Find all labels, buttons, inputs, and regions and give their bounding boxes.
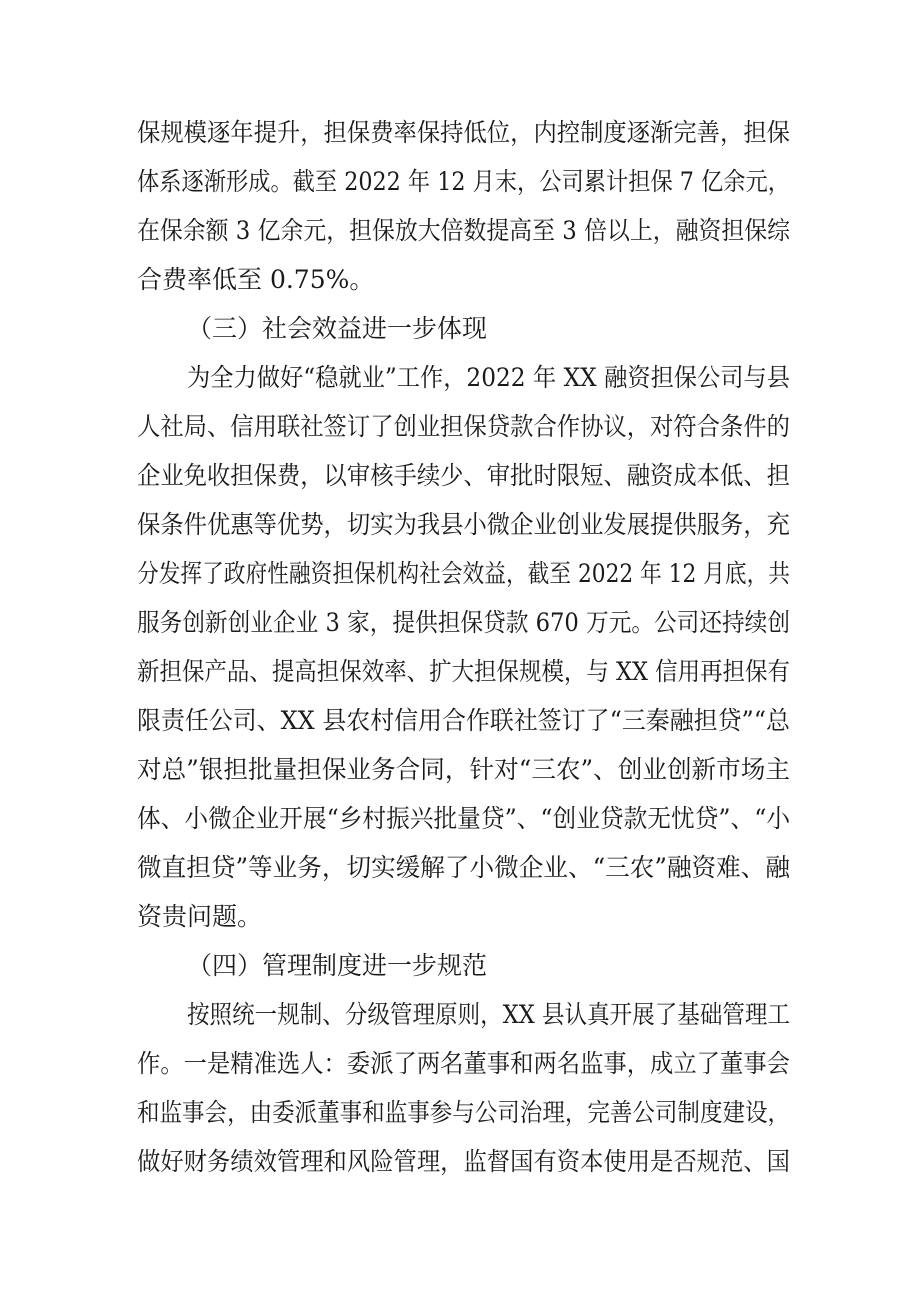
- body-text: 做好财务绩效管理和风险管理，监督国有资本使用是否规范、国: [137, 1147, 790, 1176]
- body-line: [0, 211, 920, 251]
- body-line: [0, 701, 920, 741]
- body-line: [0, 799, 920, 839]
- body-text: 服务创新创业企业 3 家，提供担保贷款 670 万元。公司还持续创: [137, 608, 790, 637]
- body-line: [0, 554, 920, 594]
- body-text: 对总”银担批量担保业务合同，针对“三农”、创业创新市场主: [137, 755, 791, 784]
- section-heading: [0, 309, 920, 349]
- body-line: [0, 995, 920, 1035]
- body-text: 作。一是精准选人：委派了两名董事和两名监事，成立了董事会: [137, 1049, 790, 1078]
- body-text: 为全力做好“稳就业”工作，2022 年 XX 融资担保公司与县: [187, 363, 791, 392]
- body-text: 微直担贷”等业务，切实缓解了小微企业、“三农”融资难、融: [137, 853, 791, 882]
- body-line: [0, 1044, 920, 1084]
- body-text: 和监事会，由委派董事和监事参与公司治理，完善公司制度建设，: [137, 1098, 791, 1127]
- body-text: 体、小微企业开展“乡村振兴批量贷”、“创业贷款无忧贷”、“小: [137, 804, 791, 833]
- body-line: [0, 260, 920, 300]
- body-text: 在保余额 3 亿余元，担保放大倍数提高至 3 倍以上，融资担保综: [137, 216, 791, 245]
- body-text: 按照统一规制、分级管理原则，XX 县认真开展了基础管理工: [187, 1000, 791, 1029]
- body-text: 新担保产品、提高担保效率、扩大担保规模，与 XX 信用再担保有: [137, 657, 790, 686]
- section-heading-four: （四）管理制度进一步规范: [187, 951, 488, 980]
- body-line: [0, 897, 920, 937]
- body-line: [0, 113, 920, 153]
- body-text: 人社局、信用联社签订了创业担保贷款合作协议，对符合条件的: [137, 412, 790, 441]
- body-text: 保规模逐年提升，担保费率保持低位，内控制度逐渐完善，担保: [137, 118, 790, 147]
- body-line: [0, 1142, 920, 1182]
- section-heading: [0, 946, 920, 986]
- body-line: [0, 848, 920, 888]
- body-line: [0, 652, 920, 692]
- body-text: 企业免收担保费，以审核手续少、审批时限短、融资成本低、担: [137, 461, 790, 490]
- body-text: 合费率低至 0.75%。: [137, 265, 375, 294]
- section-heading-three: （三）社会效益进一步体现: [187, 314, 488, 343]
- body-line: [0, 358, 920, 398]
- body-text: 保条件优惠等优势，切实为我县小微企业创业发展提供服务，充: [137, 510, 790, 539]
- body-line: [0, 407, 920, 447]
- body-text: 限责任公司、XX 县农村信用合作联社签订了“三秦融担贷”“总: [137, 706, 790, 735]
- body-text: 分发挥了政府性融资担保机构社会效益，截至 2022 年 12 月底，共: [137, 559, 791, 588]
- body-line: [0, 162, 920, 202]
- body-line: [0, 456, 920, 496]
- body-line: [0, 750, 920, 790]
- body-text: 体系逐渐形成。截至 2022 年 12 月末，公司累计担保 7 亿余元，: [137, 167, 790, 196]
- body-text: 资贵问题。: [137, 902, 263, 931]
- body-line: [0, 1093, 920, 1133]
- body-line: [0, 505, 920, 545]
- body-line: [0, 603, 920, 643]
